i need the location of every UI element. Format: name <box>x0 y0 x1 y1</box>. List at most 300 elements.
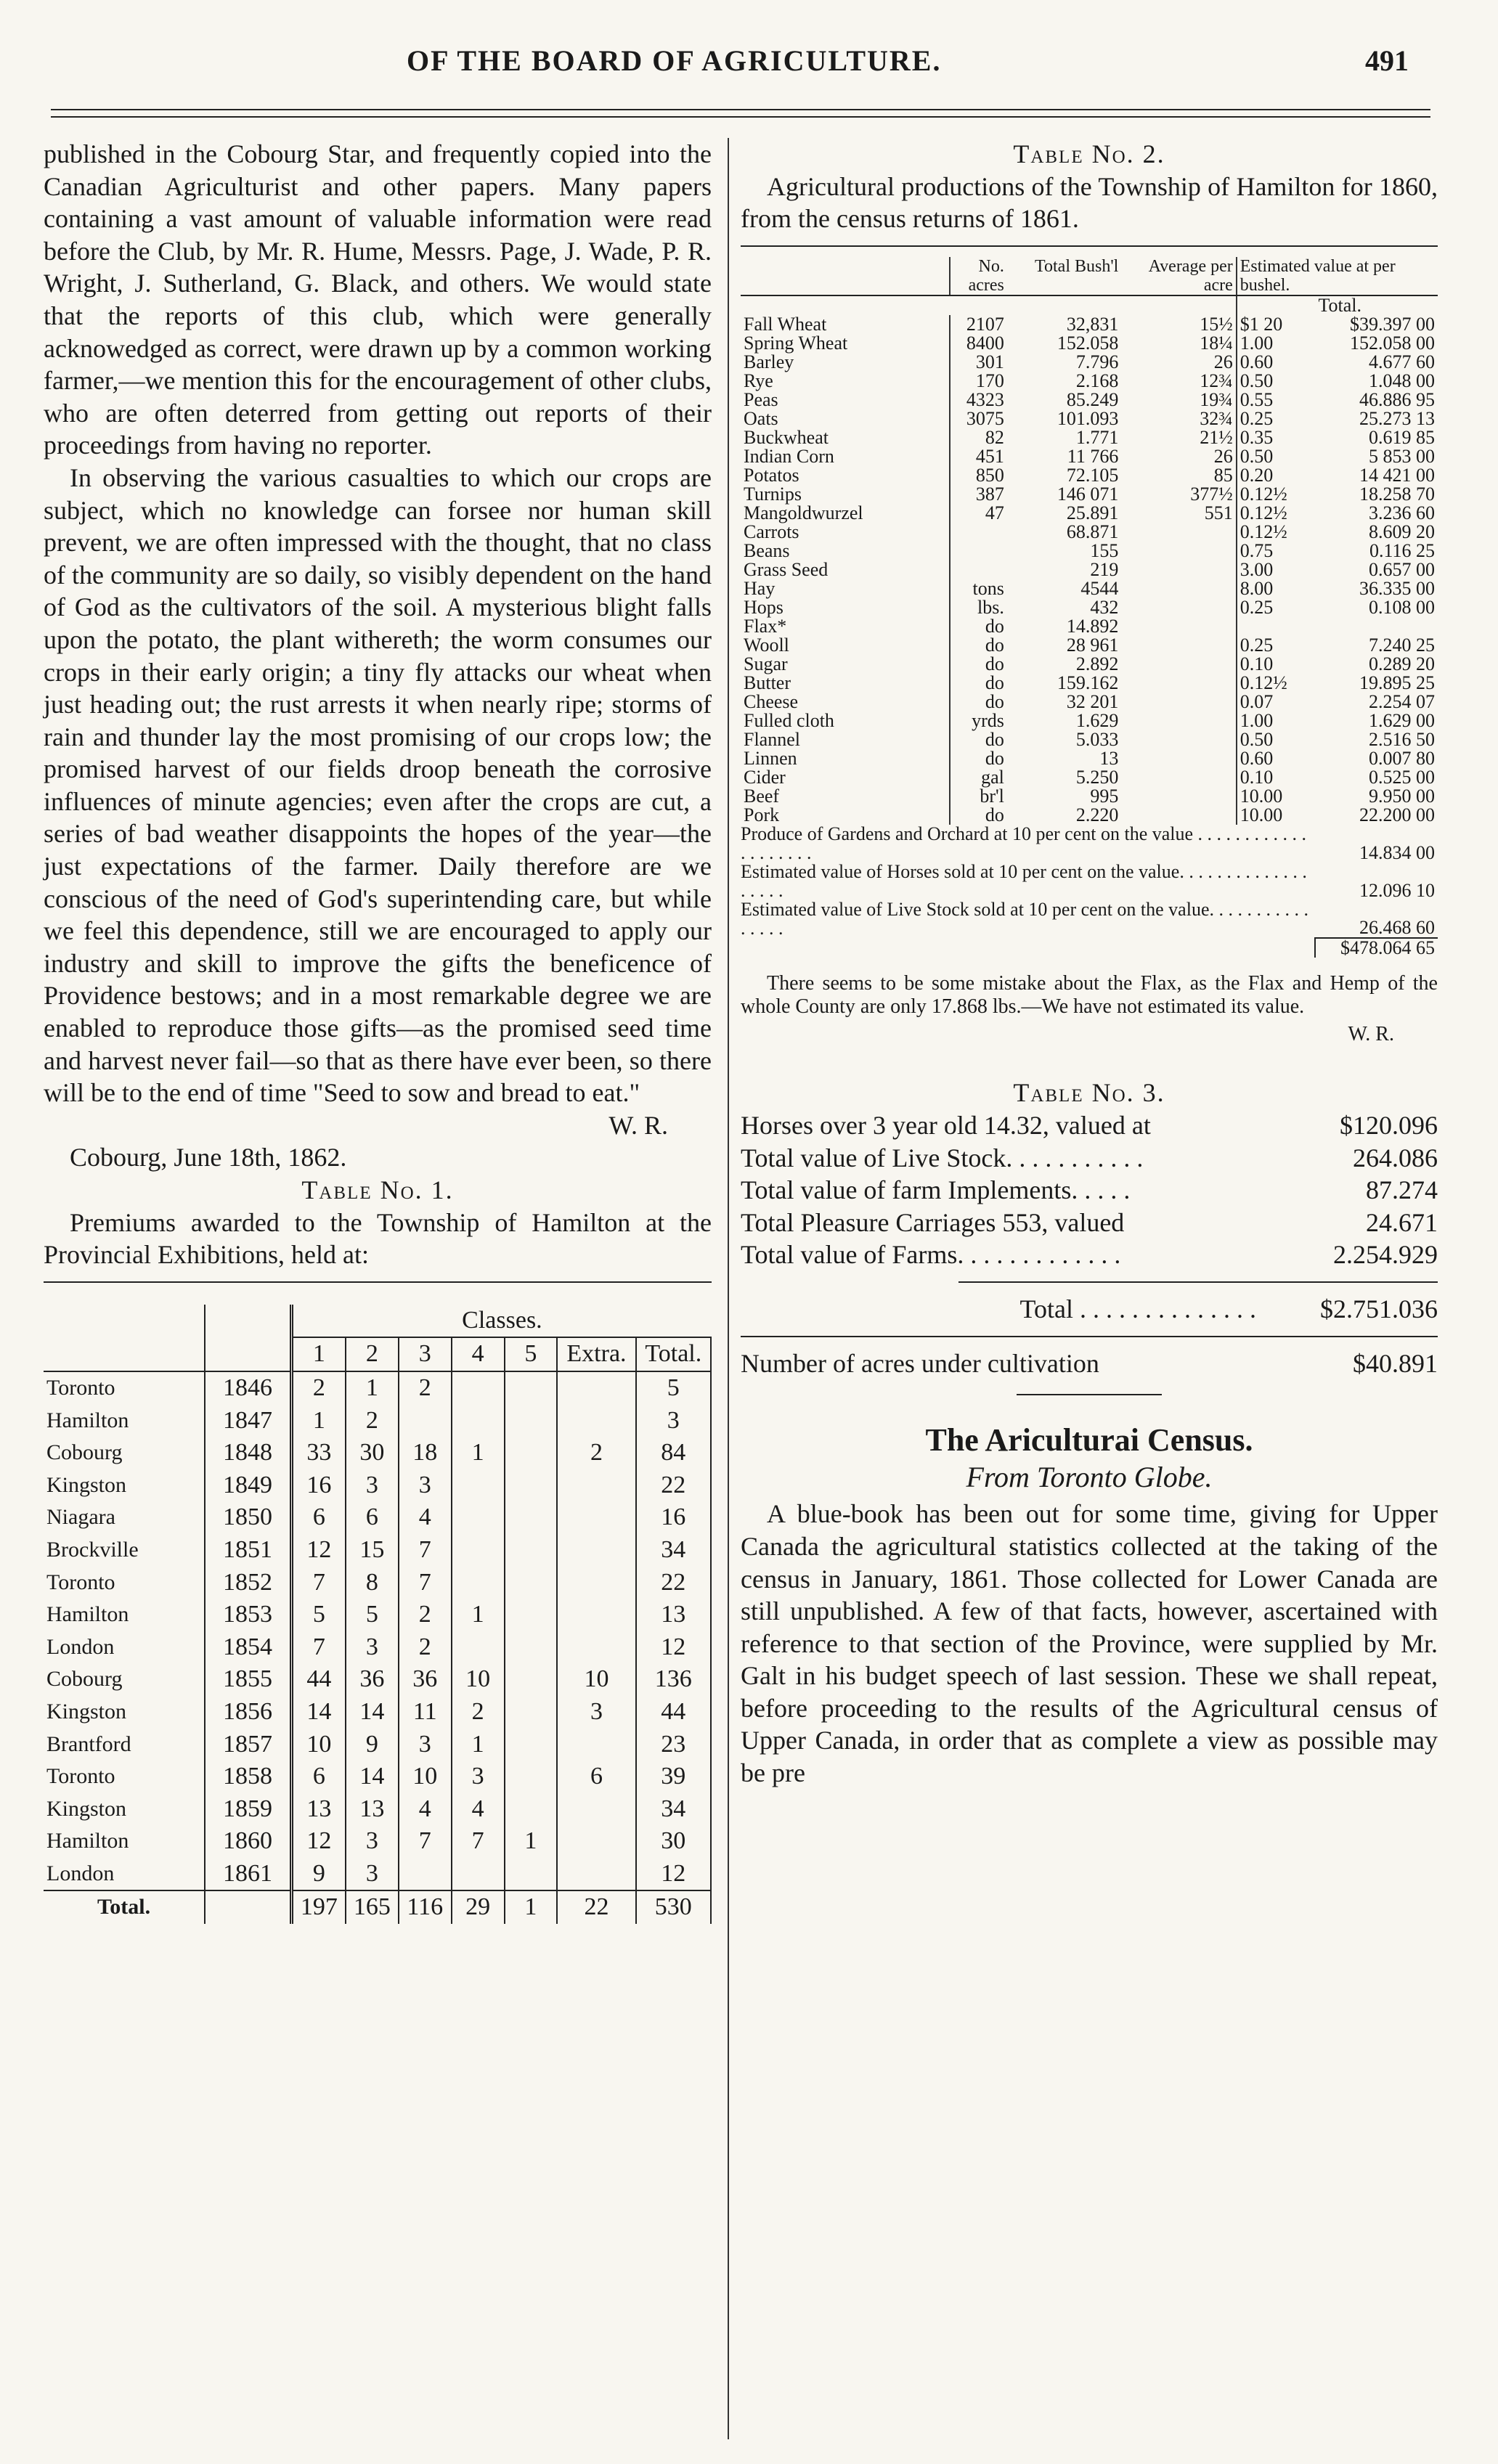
value-cell: 0.525 00 <box>1369 766 1435 788</box>
year-cell: 1846 <box>205 1371 291 1405</box>
value-cell: 0.116 25 <box>1369 539 1435 561</box>
total-value: $2.751.036 <box>1320 1294 1438 1323</box>
rate-cell: 0.25 <box>1237 409 1316 428</box>
table-row <box>741 1174 1438 1207</box>
table-row <box>741 334 1438 353</box>
extra-value: 26.468 60 <box>1359 916 1435 938</box>
blank-cell <box>44 1305 205 1338</box>
total-cell: 28 961 <box>1066 634 1119 656</box>
value-cell: 25.273 13 <box>1359 407 1435 429</box>
value-cell: 6 <box>291 1501 346 1534</box>
row-label: Total value of Live Stock. . . . . . . . . . . <box>741 1143 1144 1172</box>
value-cell: 10 <box>557 1663 635 1696</box>
paragraph: In observing the various casualties to which our crops are subject, which no knowledge can forsee nor human skill prevent, we are often impressed with the thought, that no class of the community are so daily, so visibly dependent on the hand of God as the cultivators of the soil. A mysterious blight falls upon the potato, the plant withereth; the worm consumes our crops in their early origin; a tiny fly attacks our wheat when just heading out; the rust arrests it when nearly ripe; storms of rain and thunder lay the most promising of our crops low; the promised harvest of our fields droop beneath the corrosive influences of minute agencies; even after the crops are cut, a series of bad weather disappoints the hopes of the year—the just expectations of the farmer. Daily therefore are we conscious of the need of God's superintending care, but while we feel this dependence, still we are encouraged to apply our industry and skill to improve the gifts the beneficence of Providence bestows; and in a most remarkable degree we are enabled to reproduce those gifts—as the promised seed time and harvest never fail—so that as there have ever been, so there will be to the end of time "Seed to sow and bread to eat." <box>44 462 712 1108</box>
value-cell: 14 <box>346 1696 399 1729</box>
table-row <box>741 447 1438 466</box>
value-cell <box>505 1631 558 1664</box>
name-cell: Cheese <box>744 690 799 712</box>
total-cell: 68.871 <box>1066 521 1119 542</box>
section-rule <box>1017 1394 1162 1395</box>
extra-row <box>741 900 1438 938</box>
value-cell <box>505 1469 558 1502</box>
value-cell: 22 <box>636 1567 711 1599</box>
value-cell: 10 <box>399 1761 452 1793</box>
total-cell: 4544 <box>1080 577 1119 599</box>
extra-row <box>741 862 1438 900</box>
value-cell <box>399 1405 452 1437</box>
classes-col-header: Extra. <box>557 1337 635 1371</box>
row-label: Horses over 3 year old 14.32, valued at <box>741 1110 1151 1140</box>
place-cell: Toronto <box>46 1764 115 1789</box>
rate-cell: 1.00 <box>1237 711 1316 730</box>
table-row <box>741 1207 1438 1239</box>
value-cell <box>452 1858 505 1891</box>
article-text: A blue-book has been out for some time, giving for Upper Canada the agricultural statistics collected at the taking of the census in January, 1861. Those collected for Lower Canada are still unpublished. A few of that facts, however, ascertained with reference to that section of the Province, were supplied by Mr. Galt in his budget speech of last session. These we shall repeat, before proceeding to the results of the Agricultural census of Upper Canada, in order that as complete a view as possible may be pre <box>741 1499 1438 1788</box>
value-cell: 19.895 25 <box>1359 672 1435 693</box>
table-row <box>741 485 1438 504</box>
extra-value: 12.096 10 <box>1359 879 1435 901</box>
table-caption: Agricultural productions of the Township of Hamilton for 1860, from the census returns of 1861. <box>741 171 1438 234</box>
average-cell: 19¾ <box>1200 388 1233 410</box>
place-cell: Hamilton <box>46 1829 129 1853</box>
acres-cell: 301 <box>950 353 1007 372</box>
average-cell <box>1121 560 1236 579</box>
rate-cell: 0.10 <box>1237 768 1316 787</box>
acres-cell: 170 <box>950 372 1007 391</box>
total-cell: 25.891 <box>1066 502 1119 523</box>
extra-value: 14.834 00 <box>1359 841 1435 863</box>
value-cell: 136 <box>636 1663 711 1696</box>
total-cell: 995 <box>1090 785 1119 807</box>
total-cell: 2.892 <box>1075 653 1119 674</box>
table-row <box>741 315 1438 334</box>
rate-cell: 0.60 <box>1237 749 1316 768</box>
place-cell: London <box>46 1634 115 1659</box>
total-cell: 72.105 <box>1066 464 1119 486</box>
name-cell: Flax* <box>744 615 787 637</box>
acres-cell: do <box>950 730 1007 749</box>
total-cell: 116 <box>399 1890 452 1924</box>
value-cell: 0.657 00 <box>1369 558 1435 580</box>
acres-cell: 4323 <box>950 391 1007 409</box>
acres-cell: 82 <box>950 428 1007 447</box>
blank-cell <box>44 1337 205 1371</box>
table-row <box>741 711 1438 730</box>
value-cell: 34 <box>636 1793 711 1826</box>
value-cell: 4 <box>452 1793 505 1826</box>
total-cell: 165 <box>346 1890 399 1924</box>
rate-cell: 0.50 <box>1237 372 1316 391</box>
row-value: 2.254.929 <box>1333 1240 1438 1270</box>
value-cell: 3 <box>399 1469 452 1502</box>
table-row <box>741 749 1438 768</box>
name-cell: Oats <box>744 407 778 429</box>
column-divider <box>728 138 729 2439</box>
value-cell <box>557 1405 635 1437</box>
rate-cell: 0.10 <box>1237 655 1316 674</box>
name-cell: Hay <box>744 577 776 599</box>
acres-cell <box>950 523 1007 542</box>
value-cell: 5 853 00 <box>1369 445 1435 467</box>
value-cell: 44 <box>291 1663 346 1696</box>
value-cell <box>1315 617 1438 636</box>
value-cell: 1.629 00 <box>1369 709 1435 731</box>
average-cell <box>1121 598 1236 617</box>
name-cell: Peas <box>744 388 778 410</box>
total-table <box>741 1293 1438 1326</box>
value-cell <box>505 1371 558 1405</box>
name-cell: Mangoldwurzel <box>744 502 863 523</box>
classes-col-header: Total. <box>636 1337 711 1371</box>
row-label: Total value of Farms. . . . . . . . . . . . . <box>741 1240 1121 1270</box>
value-cell <box>505 1729 558 1761</box>
name-cell: Linnen <box>744 747 797 769</box>
blank-cell <box>1237 295 1316 315</box>
acres-cell: do <box>950 636 1007 655</box>
value-cell: 13 <box>636 1599 711 1631</box>
average-cell: 21½ <box>1200 426 1233 448</box>
acres-cell <box>950 560 1007 579</box>
dateline: Cobourg, June 18th, 1862. <box>70 1143 347 1172</box>
value-cell: 0.619 85 <box>1369 426 1435 448</box>
value-cell: 39 <box>636 1761 711 1793</box>
row-value: 87.274 <box>1366 1175 1438 1205</box>
average-cell <box>1121 806 1236 825</box>
classes-header: Classes. <box>291 1305 711 1338</box>
value-cell: 3 <box>636 1405 711 1437</box>
table-row <box>44 1631 711 1664</box>
value-cell: 6 <box>346 1501 399 1534</box>
average-cell: 18¼ <box>1200 332 1233 354</box>
average-cell <box>1121 579 1236 598</box>
value-cell: 1.048 00 <box>1369 370 1435 391</box>
value-cell: 2 <box>399 1599 452 1631</box>
total-cell: 432 <box>1090 596 1119 618</box>
year-cell: 1852 <box>205 1567 291 1599</box>
table-row <box>741 806 1438 825</box>
rule <box>741 245 1438 247</box>
value-cell <box>557 1599 635 1631</box>
acres-cell: do <box>950 617 1007 636</box>
acres-cell: br'l <box>950 787 1007 806</box>
year-cell: 1858 <box>205 1761 291 1793</box>
place-cell: Kingston <box>46 1472 127 1497</box>
value-cell: 18.258 70 <box>1359 483 1435 505</box>
acres-cell: 47 <box>950 504 1007 523</box>
paragraph: published in the Cobourg Star, and frequently copied into the Canadian Agriculturist and other papers. Many papers containing a vast amount of valuable information were read before the Club, by Mr. R. Hume, Messrs. Page, J. Wade, P. R. Wright, J. Sutherland, G. Black, and others. We would state that the reports of this club, which were generally acknowedged as correct, were drawn up by a common working farmer,—we mention this for the encouragement of other clubs, who are often deterred from getting out reports of their proceedings from having no reporter. <box>44 139 712 460</box>
value-cell: 7 <box>399 1825 452 1858</box>
table-row <box>44 1501 711 1534</box>
value-cell: 3 <box>346 1631 399 1664</box>
article-heading: The Ariculturai Census. <box>925 1422 1253 1459</box>
row-value: 24.671 <box>1366 1207 1438 1237</box>
average-cell <box>1121 693 1236 711</box>
name-cell: Butter <box>744 672 791 693</box>
rule <box>44 1281 712 1283</box>
average-cell: 26 <box>1213 351 1233 372</box>
acres-cell: yrds <box>950 711 1007 730</box>
value-cell: 30 <box>346 1437 399 1469</box>
rate-cell <box>1237 617 1316 636</box>
value-cell <box>452 1405 505 1437</box>
value-cell: 8 <box>346 1567 399 1599</box>
rate-cell: 0.75 <box>1237 542 1316 560</box>
table-row <box>741 617 1438 636</box>
acres-cell: 387 <box>950 485 1007 504</box>
value-cell <box>452 1534 505 1567</box>
blank-header <box>741 257 950 295</box>
total-cell: 22 <box>557 1890 635 1924</box>
table-row <box>741 674 1438 693</box>
value-cell <box>505 1534 558 1567</box>
value-cell: 5 <box>346 1599 399 1631</box>
year-cell: 1847 <box>205 1405 291 1437</box>
blank-cell <box>205 1337 291 1371</box>
table-title: Table No. 3. <box>1013 1078 1165 1108</box>
table-row <box>741 372 1438 391</box>
value-cell <box>505 1405 558 1437</box>
value-cell: 2.516 50 <box>1369 728 1435 750</box>
table-row <box>741 409 1438 428</box>
value-cell: 4 <box>399 1793 452 1826</box>
name-cell: Indian Corn <box>744 445 834 467</box>
average-cell <box>1121 636 1236 655</box>
year-cell: 1860 <box>205 1825 291 1858</box>
value-cell: 10 <box>452 1663 505 1696</box>
classes-col-header: 2 <box>346 1337 399 1371</box>
value-cell: 46.886 95 <box>1359 388 1435 410</box>
place-cell: Hamilton <box>46 1602 129 1627</box>
average-cell: 85 <box>1213 464 1233 486</box>
year-cell: 1848 <box>205 1437 291 1469</box>
acres-cell: do <box>950 674 1007 693</box>
row-value: $120.096 <box>1340 1110 1438 1140</box>
footnote: There seems to be some mistake about the Flax, as the Flax and Hemp of the whole County are only 17.868 lbs.—We have not estimated its value. <box>741 971 1438 1018</box>
value-cell: 7 <box>291 1631 346 1664</box>
total-cell: 13 <box>1099 747 1119 769</box>
value-cell: 8.609 20 <box>1369 521 1435 542</box>
page-number: 491 <box>1365 44 1409 77</box>
name-cell: Sugar <box>744 653 788 674</box>
name-cell: Pork <box>744 804 780 825</box>
average-cell <box>1121 749 1236 768</box>
year-cell: 1857 <box>205 1729 291 1761</box>
value-cell: 7.240 25 <box>1369 634 1435 656</box>
total-cell: 32,831 <box>1066 313 1119 335</box>
total-cell: 32 201 <box>1066 690 1119 712</box>
average-cell: 26 <box>1213 445 1233 467</box>
classes-col-header: 3 <box>399 1337 452 1371</box>
blank-cell <box>741 938 1315 958</box>
table-row <box>741 1109 1438 1142</box>
value-cell <box>505 1437 558 1469</box>
rate-cell: 0.25 <box>1237 598 1316 617</box>
place-cell: Toronto <box>46 1375 115 1400</box>
value-cell <box>452 1469 505 1502</box>
total-header: Total. <box>1318 294 1362 316</box>
place-cell: Niagara <box>46 1505 115 1530</box>
table-row <box>44 1469 711 1502</box>
value-cell: 12 <box>291 1534 346 1567</box>
total-cell: 2.220 <box>1075 804 1119 825</box>
value-cell: 16 <box>636 1501 711 1534</box>
year-cell: 1855 <box>205 1663 291 1696</box>
average-cell: 377½ <box>1190 483 1233 505</box>
name-cell: Buckwheat <box>744 426 829 448</box>
value-cell <box>505 1793 558 1826</box>
rate-cell: 0.55 <box>1237 391 1316 409</box>
place-cell: Cobourg <box>46 1440 123 1465</box>
table-row <box>44 1793 711 1826</box>
header-rule <box>51 109 1430 110</box>
blank-cell <box>741 295 1237 315</box>
value-cell: 30 <box>636 1825 711 1858</box>
value-cell: 12 <box>636 1858 711 1891</box>
value-cell: 0.007 80 <box>1369 747 1435 769</box>
total-cell: 530 <box>636 1890 711 1924</box>
total-cell: 155 <box>1090 539 1119 561</box>
rate-cell: 0.07 <box>1237 693 1316 711</box>
value-cell: 7 <box>399 1567 452 1599</box>
value-cell <box>452 1631 505 1664</box>
row-label: Total value of farm Implements. . . . . <box>741 1175 1131 1205</box>
rate-cell: 10.00 <box>1237 787 1316 806</box>
rate-cell: 10.00 <box>1237 806 1316 825</box>
article-source: From Toronto Globe. <box>966 1460 1213 1493</box>
total-cell: 1.771 <box>1075 426 1119 448</box>
value-cell <box>557 1631 635 1664</box>
rate-cell: 0.50 <box>1237 730 1316 749</box>
value-cell: 6 <box>291 1761 346 1793</box>
acres-cell: tons <box>950 579 1007 598</box>
name-cell: Rye <box>744 370 773 391</box>
total-cell: 11 766 <box>1067 445 1119 467</box>
total-label: Total. <box>44 1890 205 1924</box>
rate-cell: 0.60 <box>1237 353 1316 372</box>
place-cell: Kingston <box>46 1796 127 1821</box>
rate-cell: 0.12½ <box>1237 485 1316 504</box>
acres-value: $40.891 <box>1353 1348 1438 1378</box>
value-cell: 2.254 07 <box>1369 690 1435 712</box>
value-cell: 1 <box>452 1599 505 1631</box>
table-row <box>741 560 1438 579</box>
value-cell <box>505 1663 558 1696</box>
value-cell: 152.058 00 <box>1350 332 1435 354</box>
value-cell <box>557 1534 635 1567</box>
blank-cell <box>205 1890 291 1924</box>
value-cell: 23 <box>636 1729 711 1761</box>
premiums-table <box>44 1305 712 1924</box>
value-cell: 10 <box>291 1729 346 1761</box>
acres-cell: 850 <box>950 466 1007 485</box>
year-cell: 1859 <box>205 1793 291 1826</box>
acres-cell: 3075 <box>950 409 1007 428</box>
value-cell: 14 <box>291 1696 346 1729</box>
value-cell: 0.289 20 <box>1369 653 1435 674</box>
col-header: Average per acre <box>1121 257 1236 295</box>
table-row <box>44 1825 711 1858</box>
table-row <box>44 1371 711 1405</box>
col-header: Total Bush'l <box>1007 257 1121 295</box>
place-cell: London <box>46 1861 115 1885</box>
value-cell: 7 <box>291 1567 346 1599</box>
table-row <box>741 1142 1438 1175</box>
average-cell: 12¾ <box>1200 370 1233 391</box>
year-cell: 1849 <box>205 1469 291 1502</box>
average-cell <box>1121 655 1236 674</box>
acres-table <box>741 1347 1438 1380</box>
value-cell: 2 <box>557 1437 635 1469</box>
value-cell <box>557 1729 635 1761</box>
average-cell <box>1121 523 1236 542</box>
name-cell: Fall Wheat <box>744 313 827 335</box>
value-cell: $39.397 00 <box>1350 313 1435 335</box>
total-cell: 5.250 <box>1075 766 1119 788</box>
value-cell <box>452 1567 505 1599</box>
year-cell: 1854 <box>205 1631 291 1664</box>
table-title: Table No. 1. <box>301 1175 454 1204</box>
table-row <box>741 636 1438 655</box>
value-cell <box>452 1501 505 1534</box>
rate-cell: 3.00 <box>1237 560 1316 579</box>
value-cell: 9.950 00 <box>1369 785 1435 807</box>
acres-cell <box>950 542 1007 560</box>
value-cell: 34 <box>636 1534 711 1567</box>
value-cell <box>505 1501 558 1534</box>
classes-col-header: 1 <box>291 1337 346 1371</box>
total-cell: 146 071 <box>1057 483 1119 505</box>
value-cell: 18 <box>399 1437 452 1469</box>
average-cell <box>1121 711 1236 730</box>
year-cell: 1853 <box>205 1599 291 1631</box>
average-cell: 32¾ <box>1200 407 1233 429</box>
value-cell <box>557 1501 635 1534</box>
value-cell <box>557 1793 635 1826</box>
rate-cell: 0.20 <box>1237 466 1316 485</box>
extra-label: Produce of Gardens and Orchard at 10 per cent on the value . . . . . . . . . . . . . . . . . . . . <box>741 823 1307 863</box>
acres-cell: do <box>950 655 1007 674</box>
value-cell: 15 <box>346 1534 399 1567</box>
value-cell <box>557 1371 635 1405</box>
total-cell: 159.162 <box>1057 672 1119 693</box>
rate-cell: 0.12½ <box>1237 523 1316 542</box>
value-cell: 14 421 00 <box>1359 464 1435 486</box>
total-cell: 1.629 <box>1075 709 1119 731</box>
table-row <box>44 1761 711 1793</box>
acres-cell: gal <box>950 768 1007 787</box>
place-cell: Toronto <box>46 1570 115 1594</box>
average-cell <box>1121 730 1236 749</box>
table-row <box>44 1599 711 1631</box>
value-cell: 12 <box>636 1631 711 1664</box>
value-cell: 13 <box>291 1793 346 1826</box>
rate-cell: 0.25 <box>1237 636 1316 655</box>
table-row <box>44 1534 711 1567</box>
value-cell: 11 <box>399 1696 452 1729</box>
value-cell <box>505 1567 558 1599</box>
table-row <box>741 579 1438 598</box>
value-cell <box>505 1858 558 1891</box>
total-cell: 1 <box>505 1890 558 1924</box>
value-cell: 4.677 60 <box>1369 351 1435 372</box>
rate-cell: 1.00 <box>1237 334 1316 353</box>
average-cell <box>1121 674 1236 693</box>
average-cell <box>1121 617 1236 636</box>
col-header: Estimated value at per bushel. <box>1237 257 1438 295</box>
value-cell: 33 <box>291 1437 346 1469</box>
table-row <box>741 542 1438 560</box>
value-cell: 3 <box>399 1729 452 1761</box>
